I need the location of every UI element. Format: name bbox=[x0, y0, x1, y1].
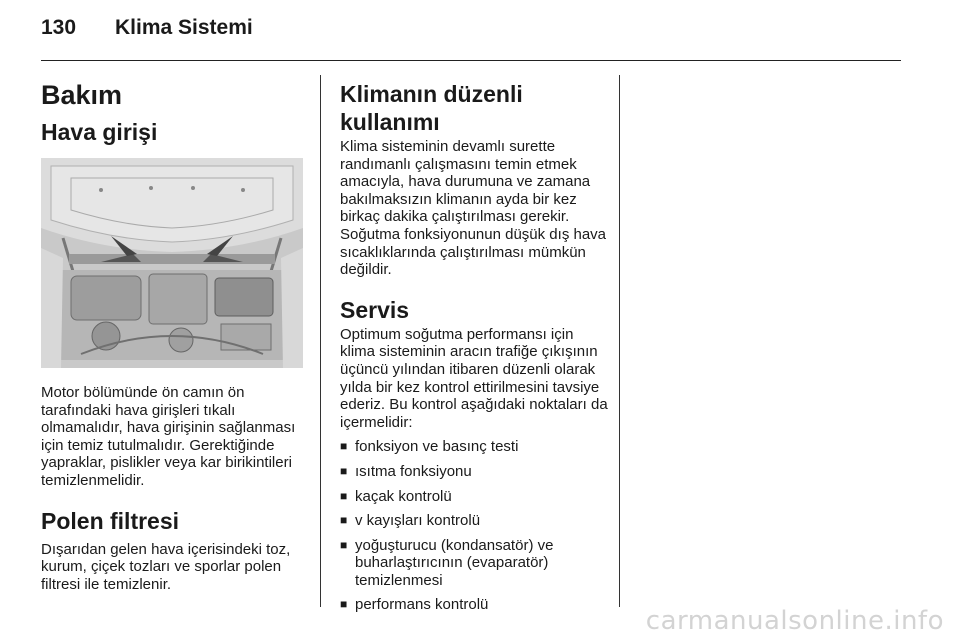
pollen-filter-text: Dışarıdan gelen hava içerisindeki toz, kurum, çiçek tozları ve sporlar polen filtresi ile temizlenir. bbox=[41, 540, 291, 593]
list-item: ■ v kayışları kontrolü bbox=[340, 512, 608, 530]
list-item: ■ ısıtma fonksiyonu bbox=[340, 463, 608, 481]
engine-bay-illustration bbox=[41, 158, 303, 368]
column-divider bbox=[619, 75, 620, 607]
header-rule bbox=[41, 60, 901, 61]
subsection-title-hava-girisi: Hava girişi bbox=[41, 119, 158, 145]
section-title-servis: Servis bbox=[340, 296, 410, 323]
section-title-regular-use: Klimanın düzenli kullanımı bbox=[340, 81, 523, 135]
section-title-bakim: Bakım bbox=[41, 80, 123, 110]
watermark: carmanualsonline.info bbox=[645, 606, 944, 636]
middle-column bbox=[340, 80, 608, 621]
service-checklist bbox=[340, 438, 608, 614]
list-item: ■ performans kontrolü bbox=[340, 596, 608, 614]
list-item: ■ kaçak kontrolü bbox=[340, 488, 608, 506]
list-item: ■ fonksiyon ve basınç testi bbox=[340, 438, 608, 456]
page-header bbox=[41, 16, 253, 40]
service-text: Optimum soğutma performansı için klima sisteminin aracın trafiğe çıkışının üçüncü yılından itibaren düzenli olarak yılda bir kez kontrol ettirilmesini tavsiye ederiz. Bu kontrol aşağıdaki noktaları da içermelidir: bbox=[340, 325, 608, 431]
chapter-title: Klima Sistemi bbox=[115, 16, 253, 39]
regular-use-text: Klima sisteminin devamlı surette randımanlı çalışmasını temin etmek amacıyla, hava durumuna ve zamana bakılmaksızın klimanın ayda bir kez birkaç dakika çalıştırılması gerekir. Soğutma fonksiyonunun düşük dış hava sıcaklıklarında çalıştırılması mümkün değildir. bbox=[340, 138, 607, 279]
list-item: ■ yoğuşturucu (kondansatör) ve buharlaştırıcının (evaparatör) temizlenmesi bbox=[340, 537, 608, 590]
subsection-title-polen-filtresi: Polen filtresi bbox=[41, 507, 180, 534]
page-number: 130 bbox=[41, 16, 77, 39]
left-column bbox=[41, 80, 306, 593]
column-divider bbox=[320, 75, 321, 607]
air-intake-text: Motor bölümünde ön camın ön tarafındaki hava girişleri tıkalı olmamalıdır, hava girişinin sağlanması için temiz tutulmalıdır. Gerektiğinde yapraklar, pislikler veya kar birikintileri temizlenmelidir. bbox=[41, 384, 296, 489]
